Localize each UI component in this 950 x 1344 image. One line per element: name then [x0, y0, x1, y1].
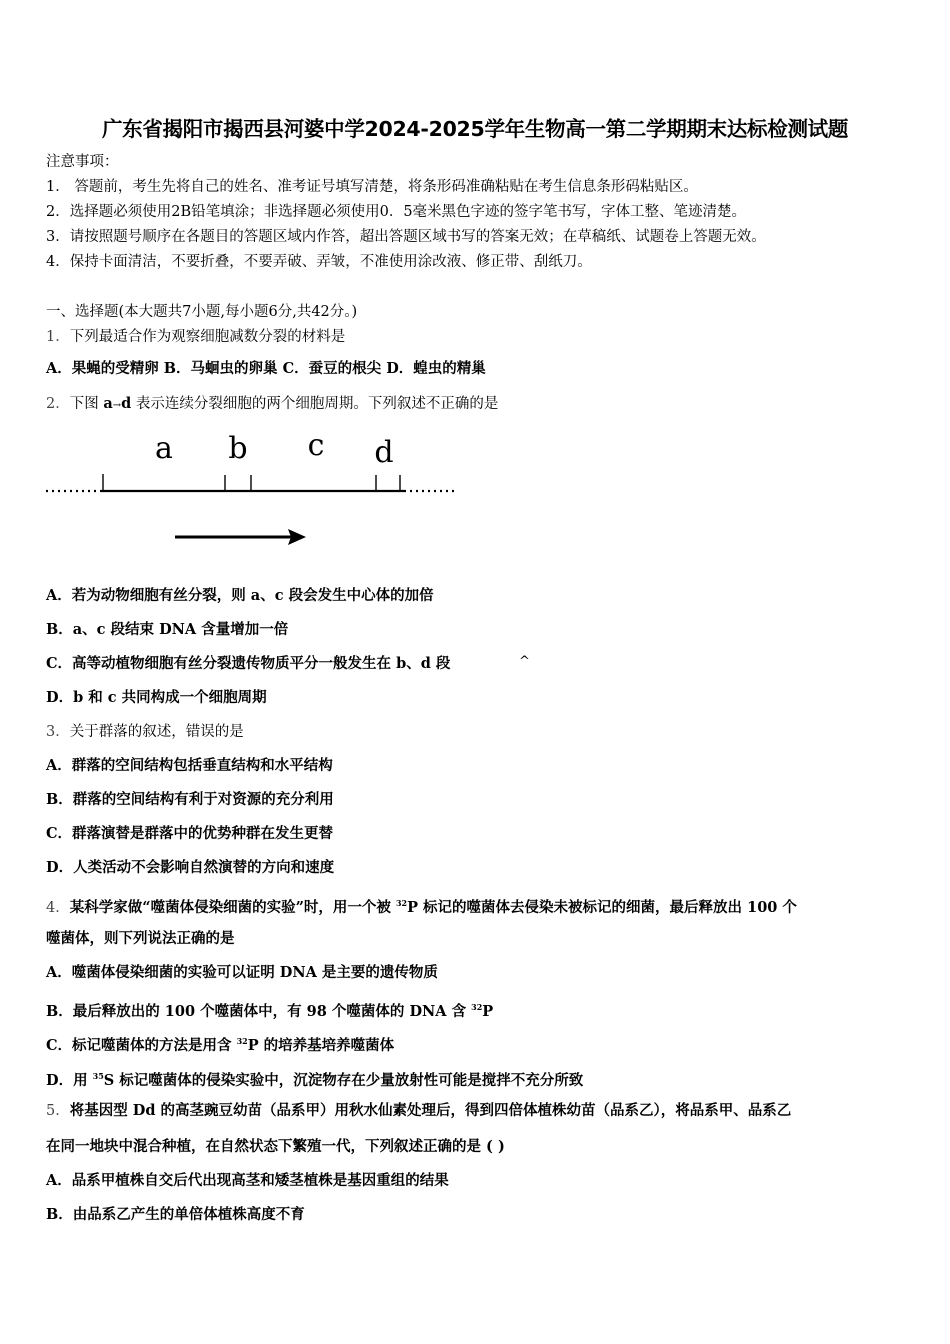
question-5-option-a: A．品系甲植株自交后代出现高茎和矮茎植株是基因重组的结果	[46, 1172, 449, 1189]
segment-label-b: b	[228, 431, 248, 466]
question-text: 将基因型 Dd 的高茎豌豆幼苗（品系甲）用秋水仙素处理后，得到四倍体植株幼苗（品系乙），将品系甲、品系乙	[69, 1102, 792, 1119]
question-3-option-a: A．群落的空间结构包括垂直结构和水平结构	[46, 757, 333, 774]
question-text: 关于群落的叙述，错误的是	[69, 724, 244, 740]
option-text: D．用	[46, 1071, 93, 1089]
segment-label-d: d	[374, 435, 394, 470]
question-4-option-d	[46, 1066, 583, 1091]
superscript: 32	[236, 1036, 248, 1046]
question-4-line-2: 噬菌体，则下列说法正确的是	[46, 930, 235, 947]
question-4	[46, 893, 797, 918]
page-title: 广东省揭阳市揭西县河婆中学2024-2025学年生物高一第二学期期末达标检测试题	[101, 117, 849, 141]
option-text: S 标记噬菌体的侵染实验中，沉淀物存在少量放射性可能是搅拌不充分所致	[103, 1071, 584, 1089]
notice-item-4: 4．保持卡面清洁，不要折叠，不要弄破、弄皱，不准使用涂改液、修正带、刮纸刀。	[46, 254, 592, 270]
question-3-option-b: B．群落的空间结构有利于对资源的充分利用	[46, 791, 334, 808]
label-a: a	[103, 395, 113, 412]
question-text: 某科学家做“噬菌体侵染细菌的实验”时，用一个被	[69, 898, 396, 916]
question-2-option-a: A．若为动物细胞有丝分裂，则 a、c 段会发生中心体的加倍	[46, 587, 434, 604]
superscript: 32	[395, 898, 408, 908]
segment-label-c: c	[307, 428, 325, 463]
notice-item-2: 2．选择题必须使用2B铅笔填涂；非选择题必须使用0．5毫米黑色字迹的签字笔书写，字体工整、笔迹清楚。	[46, 204, 747, 220]
option-text: C．标记噬菌体的方法是用含	[46, 1036, 237, 1054]
question-2-option-b: B．a、c 段结束 DNA 含量增加一倍	[46, 621, 289, 638]
question-2	[46, 394, 498, 416]
option-text: P	[482, 1002, 494, 1020]
question-2-option-c: C．高等动植物细胞有丝分裂遗传物质平分一般发生在 b、d 段	[46, 655, 451, 672]
question-text: 表示连续分裂细胞的两个细胞周期。下列叙述不正确的是	[131, 396, 499, 412]
question-5	[46, 1101, 791, 1121]
question-5-line-2: 在同一地块中混合种植，在自然状态下繁殖一代，下列叙述正确的是 ( )	[46, 1138, 505, 1155]
segment-label-a: a	[155, 431, 173, 466]
notice-heading: 注意事项：	[46, 154, 119, 170]
question-4-option-a: A．噬菌体侵染细菌的实验可以证明 DNA 是主要的遗传物质	[46, 964, 438, 981]
question-4-option-b	[46, 997, 493, 1022]
question-text: 下列最适合作为观察细胞减数分裂的材料是	[69, 329, 346, 345]
question-3-option-c: C．群落演替是群落中的优势种群在发生更替	[46, 825, 334, 842]
question-number: 4．	[46, 899, 70, 916]
stray-caret-mark: ^	[519, 654, 530, 669]
cell-cycle-diagram	[44, 418, 464, 558]
arrow-symbol: →	[112, 400, 122, 411]
question-number: 5．	[46, 1103, 70, 1119]
question-text: P 标记的噬菌体去侵染未被标记的细菌，最后释放出 100 个	[407, 898, 797, 916]
question-3-option-d: D．人类活动不会影响自然演替的方向和速度	[46, 859, 335, 876]
question-text: 下图	[69, 396, 104, 412]
question-2-option-d: D．b 和 c 共同构成一个细胞周期	[46, 689, 267, 706]
question-number: 1．	[46, 329, 70, 345]
option-text: B．最后释放出的 100 个噬菌体中，有 98 个噬菌体的 DNA 含	[46, 1002, 472, 1020]
question-number: 3．	[46, 724, 70, 740]
question-4-option-c	[46, 1031, 394, 1056]
question-1	[46, 327, 345, 347]
notice-item-3: 3．请按照题号顺序在各题目的答题区域内作答，超出答题区域书写的答案无效；在草稿纸、试题卷上答题无效。	[46, 229, 766, 245]
question-1-options: A．果蝇的受精卵 B．马蛔虫的卵巢 C．蚕豆的根尖 D．蝗虫的精巢	[46, 360, 486, 377]
section-heading: 一、选择题(本大题共7小题,每小题6分,共42分。)	[46, 304, 358, 320]
notice-item-1: 1． 答题前，考生先将自己的姓名、准考证号填写清楚，将条形码准确粘贴在考生信息条形码粘贴区。	[46, 179, 698, 195]
label-d: d	[121, 395, 132, 412]
superscript: 32	[471, 1002, 483, 1012]
question-5-option-b: B．由品系乙产生的单倍体植株高度不育	[46, 1206, 305, 1223]
question-number: 2．	[46, 396, 70, 412]
superscript: 35	[92, 1071, 104, 1081]
question-3	[46, 722, 244, 742]
option-text: P 的培养基培养噬菌体	[247, 1036, 395, 1054]
